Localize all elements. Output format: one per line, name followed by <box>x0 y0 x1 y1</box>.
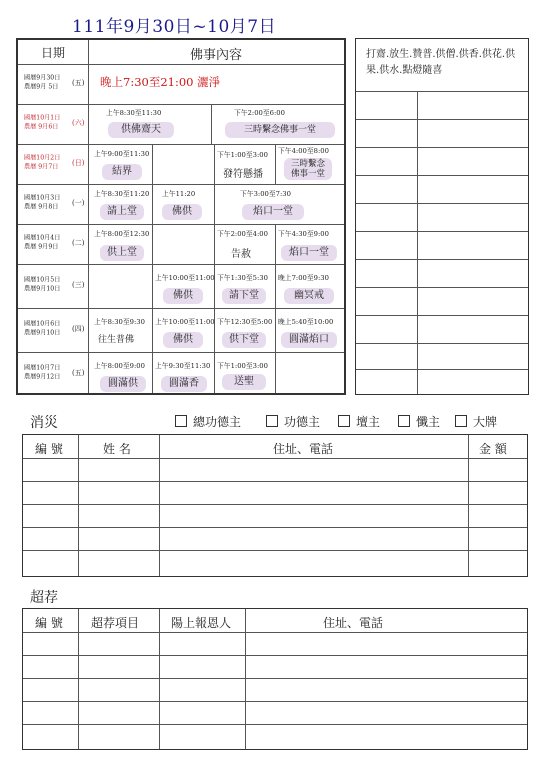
option-dapai[interactable] <box>455 413 497 430</box>
row-divider <box>356 203 528 204</box>
weekday: (二) <box>72 239 85 247</box>
option-chanzhu[interactable] <box>398 413 440 430</box>
event-name: 焰口一堂 <box>242 204 304 220</box>
solar-date: 國曆10月3日 <box>24 194 61 202</box>
column-divider <box>417 91 418 394</box>
header-date: 日期 <box>40 46 65 60</box>
col-header: 住址、電話 <box>273 442 334 456</box>
event-time: 下午12:30至5:00 <box>217 317 273 326</box>
lunar-date: 農曆 9月9日 <box>24 243 59 251</box>
event-name: 告赦 <box>231 249 251 260</box>
weekday: (五) <box>72 79 85 87</box>
event-name: 佛供 <box>163 332 203 348</box>
checkbox[interactable] <box>398 415 410 427</box>
xiaozai-heading: 消災 <box>30 415 58 431</box>
row-divider <box>23 632 527 633</box>
weekday: (三) <box>72 281 85 289</box>
row-divider <box>356 91 528 92</box>
event-name: 佛供 <box>163 288 203 304</box>
solar-date: 國曆10月4日 <box>24 234 61 242</box>
row-divider <box>18 64 344 65</box>
offerings-note: 打齋.放生.贊普.供僧.供香.供花.供果.供水.點燈隨喜 <box>366 49 516 76</box>
event-name: 圓滿焰口 <box>281 332 337 348</box>
column-divider <box>78 609 79 749</box>
col-header: 超荐項目 <box>91 616 140 630</box>
option-label: 壇主 <box>356 415 381 429</box>
event-time: 下午4:00至8:00 <box>278 146 329 155</box>
solar-date: 國曆10月6日 <box>24 320 61 328</box>
row-divider <box>356 343 528 344</box>
column-divider <box>468 435 469 576</box>
option-label: 大牌 <box>473 415 498 429</box>
event-name <box>284 158 332 180</box>
column-divider <box>214 144 215 184</box>
evening-note: 晚上7:30至21:00 灑淨 <box>100 75 221 89</box>
solar-date: 國曆9月30日 <box>24 74 61 82</box>
chaojian-table <box>22 608 528 750</box>
row-divider <box>23 655 527 656</box>
checkbox[interactable] <box>175 415 187 427</box>
row-divider <box>356 369 528 370</box>
solar-date: 國曆10月1日 <box>24 114 61 122</box>
option-label: 功德主 <box>284 415 321 429</box>
row-divider <box>23 678 527 679</box>
event-time: 上午8:00至9:00 <box>94 361 145 370</box>
row-divider <box>356 231 528 232</box>
row-divider <box>23 481 527 482</box>
column-divider <box>159 609 160 749</box>
column-divider <box>88 40 89 393</box>
row-divider <box>18 104 344 105</box>
row-divider <box>23 458 527 459</box>
event-time: 上午9:00至11:30 <box>94 149 150 158</box>
event-name: 佛供 <box>162 204 202 220</box>
event-name: 供佛齋天 <box>108 122 174 138</box>
checkbox[interactable] <box>338 415 350 427</box>
lunar-date: 農曆 9月7日 <box>24 163 59 171</box>
lunar-date: 農曆9月12日 <box>24 373 61 381</box>
event-time: 下午1:00至3:00 <box>217 150 268 159</box>
lunar-date: 農曆9月10日 <box>24 329 61 337</box>
event-name: 幽冥戒 <box>284 288 334 304</box>
row-divider <box>356 147 528 148</box>
row-divider <box>23 550 527 551</box>
event-time: 上午8:30至9:30 <box>94 317 145 326</box>
option-label: 總功德主 <box>193 415 242 429</box>
solar-date: 國曆10月5日 <box>24 276 61 284</box>
event-time: 上午8:00至12:30 <box>94 229 150 238</box>
weekday: (五) <box>72 369 85 377</box>
row-divider <box>18 144 344 145</box>
row-divider <box>23 701 527 702</box>
event-time: 上午8:30至11:20 <box>94 189 150 198</box>
event-time: 下午1:30至5:30 <box>217 273 268 282</box>
column-divider <box>275 224 276 393</box>
column-divider <box>159 435 160 576</box>
xiaozai-table <box>22 434 528 577</box>
event-name: 送聖 <box>222 374 266 390</box>
col-header: 編 號 <box>35 616 63 630</box>
option-gongde[interactable] <box>266 413 320 430</box>
event-name: 圓滿供 <box>100 376 146 392</box>
weekday: (日) <box>72 159 85 167</box>
row-divider <box>18 308 344 309</box>
event-name: 供下堂 <box>222 332 266 348</box>
event-time: 晚上5:40至10:00 <box>278 317 334 326</box>
weekday: (四) <box>72 325 85 333</box>
column-divider <box>211 104 212 144</box>
event-time: 晚上7:00至9:30 <box>278 273 329 282</box>
row-divider <box>18 224 344 225</box>
column-divider <box>152 224 153 393</box>
column-divider <box>214 184 215 224</box>
event-name: 三時繫念佛事一堂 <box>225 122 335 138</box>
event-time: 上午11:20 <box>162 189 196 198</box>
row-divider <box>356 175 528 176</box>
row-divider <box>18 184 344 185</box>
row-divider <box>356 287 528 288</box>
header-content: 佛事內容 <box>189 48 242 63</box>
chaojian-heading: 超荐 <box>30 590 58 606</box>
option-label: 懺主 <box>416 415 441 429</box>
lunar-date: 農曆9月10日 <box>24 285 61 293</box>
event-time: 上午8:30至11:30 <box>106 108 162 117</box>
event-time: 下午1:00至3:00 <box>217 361 268 370</box>
column-divider <box>152 144 153 184</box>
row-divider <box>356 259 528 260</box>
event-name-line: 佛事一堂 <box>290 169 325 179</box>
event-time: 下午2:00至4:00 <box>217 229 268 238</box>
col-header: 金 額 <box>479 442 507 456</box>
event-name: 發符懸播 <box>223 169 263 180</box>
checkbox[interactable] <box>455 415 467 427</box>
event-time: 下午4:30至9:00 <box>278 229 329 238</box>
column-divider <box>214 224 215 393</box>
event-name: 請上堂 <box>100 204 144 220</box>
event-time: 下午3:00至7:30 <box>240 189 291 198</box>
column-divider <box>152 184 153 224</box>
row-divider <box>23 504 527 505</box>
option-tanzhu[interactable] <box>338 413 380 430</box>
col-header: 姓 名 <box>103 442 131 456</box>
schedule-table <box>16 38 346 395</box>
row-divider <box>356 315 528 316</box>
event-time: 上午10:00至11:00 <box>155 273 215 282</box>
column-divider <box>78 435 79 576</box>
lunar-date: 農曆 9月6日 <box>24 123 59 131</box>
event-name: 請下堂 <box>222 288 266 304</box>
row-divider <box>18 352 344 353</box>
event-name: 結界 <box>102 164 142 180</box>
event-name: 供上堂 <box>100 245 144 261</box>
option-zong-gongde[interactable] <box>175 413 241 430</box>
solar-date: 國曆10月2日 <box>24 154 61 162</box>
col-header: 陽上報恩人 <box>171 616 232 630</box>
row-divider <box>356 119 528 120</box>
event-name-line: 三時繫念 <box>290 159 325 169</box>
row-divider <box>23 527 527 528</box>
page-title: 111年9月30日~10月7日 <box>72 17 277 37</box>
column-divider <box>245 609 246 749</box>
event-time: 上午10:00至11:00 <box>155 317 215 326</box>
weekday: (六) <box>72 119 85 127</box>
event-time: 下午2:00至6:00 <box>234 108 285 117</box>
column-divider <box>275 144 276 184</box>
col-header: 住址、電話 <box>323 616 384 630</box>
checkbox[interactable] <box>266 415 278 427</box>
event-name: 圓滿香 <box>161 376 207 392</box>
event-time: 上午9:30至11:30 <box>155 361 211 370</box>
offerings-panel <box>355 38 529 395</box>
row-divider <box>18 264 344 265</box>
lunar-date: 農曆9月 5日 <box>24 83 59 91</box>
event-name: 焰口一堂 <box>281 245 337 261</box>
weekday: (一) <box>72 199 85 207</box>
col-header: 編 號 <box>35 442 63 456</box>
event-name: 往生普佛 <box>98 335 135 345</box>
solar-date: 國曆10月7日 <box>24 364 61 372</box>
lunar-date: 農曆 9月8日 <box>24 203 59 211</box>
row-divider <box>23 724 527 725</box>
